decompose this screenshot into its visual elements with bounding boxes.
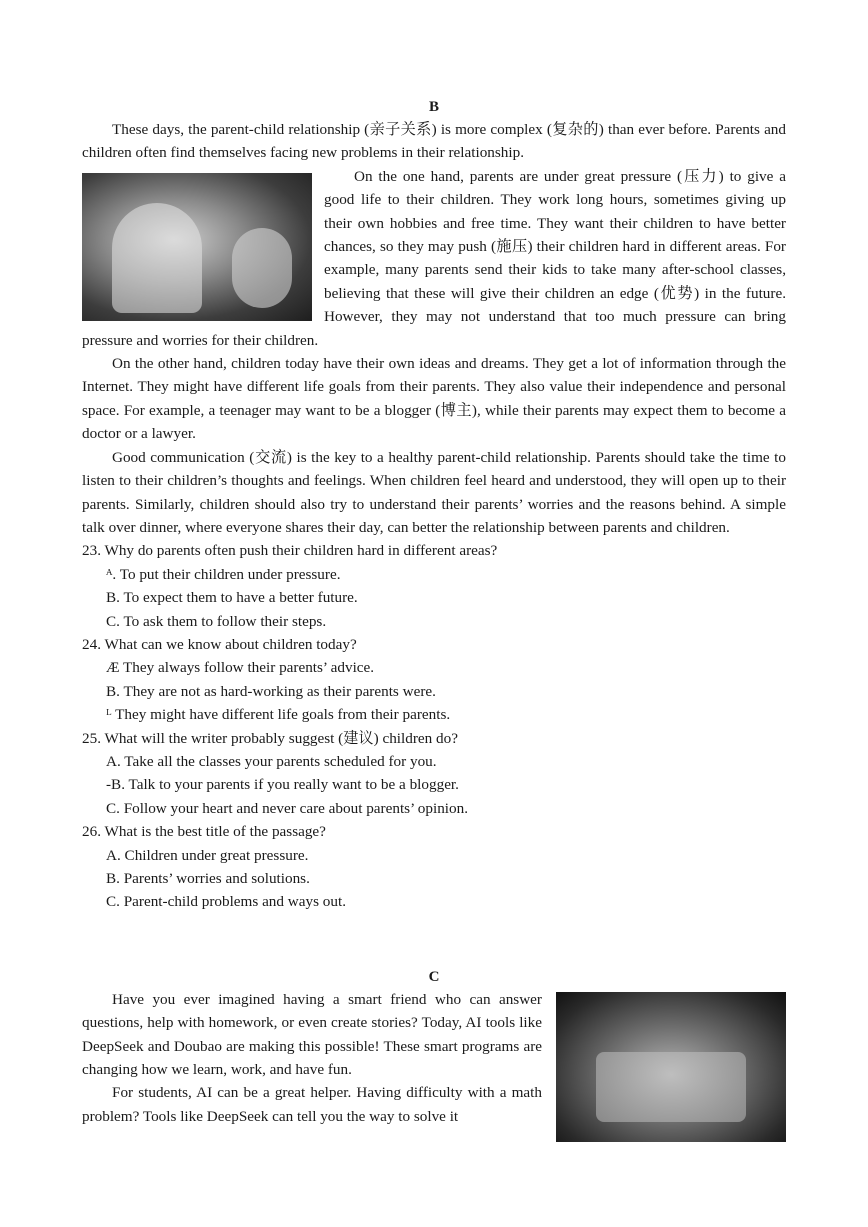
option-b[interactable]: B. To expect them to have a better future. (106, 589, 358, 607)
question-stem: 25. What will the writer probably suggest (建议) children do? (82, 729, 458, 747)
section-spacer (82, 914, 786, 966)
ai-laptop-photo (556, 992, 786, 1142)
section-c-heading: C (428, 968, 440, 985)
parent-child-photo (82, 173, 312, 321)
question-stem: 23. Why do parents often push their children hard in different areas? (82, 542, 498, 560)
section-b-paragraph-2: On the one hand, parents are under great pressure (压力) to give a good life to their children. They work long hours, sometimes giving up their own hobbies and free time. They want their children to have better chances, so they may push (施压) their children hard in different areas. For example, many parents send their kids to take many after-school classes, believing that these will give their children an edge (优势) in the future. However, they may not understand that too much pressure can bring pressure and worries for their children. (82, 167, 786, 349)
section-c-figure-block (82, 988, 786, 1128)
option-c[interactable]: C. Follow your heart and never care about parents’ opinion. (106, 799, 468, 817)
option-b[interactable]: -B. Talk to your parents if you really want to be a blogger. (106, 776, 459, 794)
option-c[interactable]: ᴸ They might have different life goals from their parents. (106, 706, 451, 724)
section-b-paragraph-1: These days, the parent-child relationship (亲子关系) is more complex (复杂的) than ever before. Parents and children often find themselves facing new problems in their relationship. (82, 121, 786, 162)
question-stem: 26. What is the best title of the passage? (82, 823, 326, 841)
option-a[interactable]: A. Children under great pressure. (106, 846, 309, 864)
section-c-paragraph-2: For students, AI can be a great helper. Having difficulty with a math problem? Tools like DeepSeek can tell you the way to solve it (82, 1084, 542, 1125)
section-b-paragraph-3: On the other hand, children today have their own ideas and dreams. They get a lot of information through the Internet. They might have different life goals from their parents. They also value their independence and personal space. For example, a teenager may want to be a blogger (博主), while their parents may expect them to become a doctor or a lawyer. (82, 355, 786, 443)
question-23 (82, 539, 786, 633)
question-25 (82, 727, 786, 821)
section-b-figure-block (82, 165, 786, 352)
question-stem: 24. What can we know about children today? (82, 635, 357, 653)
option-b[interactable]: B. Parents’ worries and solutions. (106, 870, 310, 887)
section-b-paragraph-4: Good communication (交流) is the key to a healthy parent-child relationship. Parents should take the time to listen to their children’s thoughts and feelings. When children feel heard and understood, they will open up to their parents. Similarly, children should also try to understand their parents’ worries and the reasons behind. A simple talk over dinner, where everyone shares their day, can better the relationship between parents and children. (82, 448, 786, 536)
option-a[interactable]: Æ They always follow their parents’ advice. (106, 659, 375, 677)
option-a[interactable]: ᴬ. To put their children under pressure. (106, 565, 341, 583)
section-b-heading: B (428, 99, 439, 115)
exam-page (82, 96, 786, 1146)
option-a[interactable]: A. Take all the classes your parents scheduled for you. (106, 752, 437, 770)
option-b[interactable]: B. They are not as hard-working as their parents were. (106, 682, 436, 700)
question-24 (82, 633, 786, 727)
question-26 (82, 820, 786, 914)
option-c[interactable]: C. Parent-child problems and ways out. (106, 893, 347, 911)
option-c[interactable]: C. To ask them to follow their steps. (106, 612, 327, 630)
section-c-paragraph-1: Have you ever imagined having a smart friend who can answer questions, help with homework, or even create stories? Today, AI tools like DeepSeek and Doubao are making this possible! These smart programs are changing how we learn, work, and have fun. (82, 990, 542, 1079)
